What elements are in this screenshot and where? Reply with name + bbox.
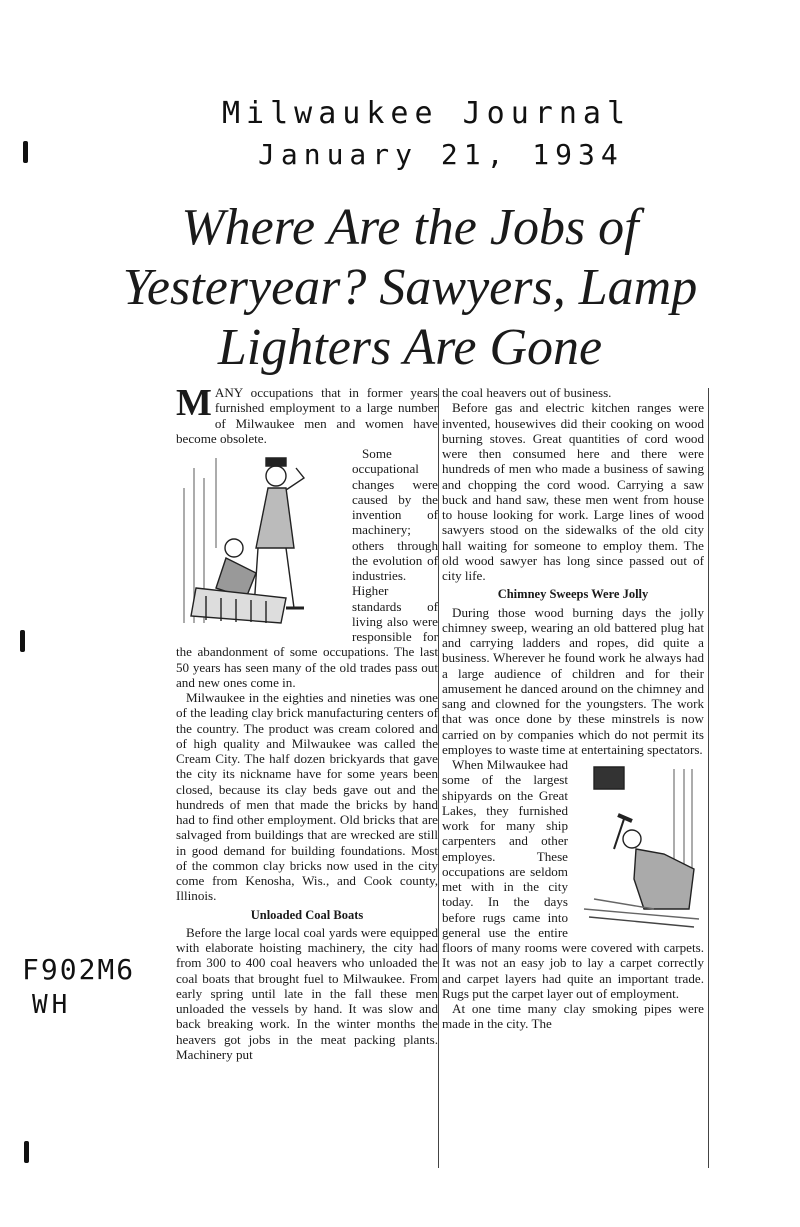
paragraph-4: Before the large local coal yards were equipped with elaborate hoisting machinery, the city had from 300 to 400 coal heavers who unloaded the coal boats that brought fuel to Milwaukee. From early spring until late in the fall these men unloaded the vessels by hand. It was slow and back breaking work. In the winter months the heavers got jobs in the meat packing plants. Machinery put <box>176 924 438 1062</box>
subhead-coal-boats: Unloaded Coal Boats <box>250 907 364 922</box>
margin-mark-1 <box>23 141 28 163</box>
subhead-chimney-sweeps: Chimney Sweeps Were Jolly <box>497 587 649 602</box>
handwritten-catalog-code: F902M6 <box>22 953 136 986</box>
handwritten-initials: WH <box>32 990 72 1020</box>
margin-mark-2 <box>20 630 25 652</box>
column-rule-right <box>708 388 709 1168</box>
column-rule <box>438 388 439 1168</box>
wood-sawyer-illustration <box>176 448 346 630</box>
margin-mark-3 <box>24 1141 29 1163</box>
paragraph-clay-pipes: At one time many clay smoking pipes were made in the city. The <box>442 1001 704 1032</box>
lead-text: ANY occupations that in former years furnished employment to a large number of Milwaukee men and women have become obsolete. <box>176 385 438 446</box>
paragraph-shipyards: When Milwaukee had some of the largest shipyards on the Great Lakes, they furnished work for many ship carpenters and other employes. These occupations are seldom met with in the city today. In the days before rugs came into general use the entire floors of many rooms were covered with carpets. It was not an easy job to lay a carpet correctly and carpet layers had quite an important trade. Rugs put the carpet layer out of employment. <box>442 757 704 1001</box>
drop-cap: M <box>176 385 212 424</box>
article-headline: Where Are the Jobs of Yesteryear? Sawyers, Lamp Lighters Are Gone <box>122 199 698 376</box>
handwritten-date: January 21, 1934 <box>258 138 624 171</box>
lead-paragraph <box>176 385 438 446</box>
article-column-1 <box>176 385 438 1173</box>
paragraph-wood-sawyers: Before gas and electric kitchen ranges were invented, housewives did their cooking on wood burning stoves. Great quantities of cord wood were then consumed here and there were hundreds of men who made a business of sawing and chopping the cord wood. Carrying a saw buck and hand saw, these men went from house to house looking for work. Large lines of wood sawyers stood on the sidewalks of the old city hall waiting for someone to employ them. The old wood sawyer has long since passed out of city life. <box>442 400 704 583</box>
carpet-layer-illustration <box>574 759 704 929</box>
paragraph-2: Some occupational changes were caused by the invention of machinery; others through the evolution of industries. Higher standards of living also were responsible for the abandonment of some occupations. The last 50 years has seen many of the old trades pass out and new ones come in. <box>176 446 438 690</box>
paragraph-3: Milwaukee in the eighties and nineties was one of the leading clay brick manufacturing centers of the country. The product was cream colored and of high quality and Milwaukee was called the Cream City. The half dozen brickyards that gave the city its nickname have for some years been closed, because its clay beds gave out and the hundreds of men that made the bricks by hand had to find other employment. Old bricks that are salvaged from buildings that are wrecked are still in good demand for building foundations. Most of the common clay bricks now used in the city come from Kenosha, Wis., and Cook county, Illinois. <box>176 690 438 904</box>
handwritten-publication: Milwaukee Journal <box>222 96 632 131</box>
article-column-2 <box>442 385 704 1173</box>
continued-paragraph: the coal heavers out of business. <box>442 385 612 400</box>
paragraph-chimney-sweeps: During those wood burning days the jolly chimney sweep, wearing an old battered plug hat and carrying ladders and ropes, did quite a business. Wherever he found work he always had a large audience of children and for their amusement he danced around on the chimney and sang and clowned for the youngsters. The work that was once done by these minstrels is now carried on by companies which do not permit its employes to waste time at entertaining spectators. <box>442 604 704 757</box>
